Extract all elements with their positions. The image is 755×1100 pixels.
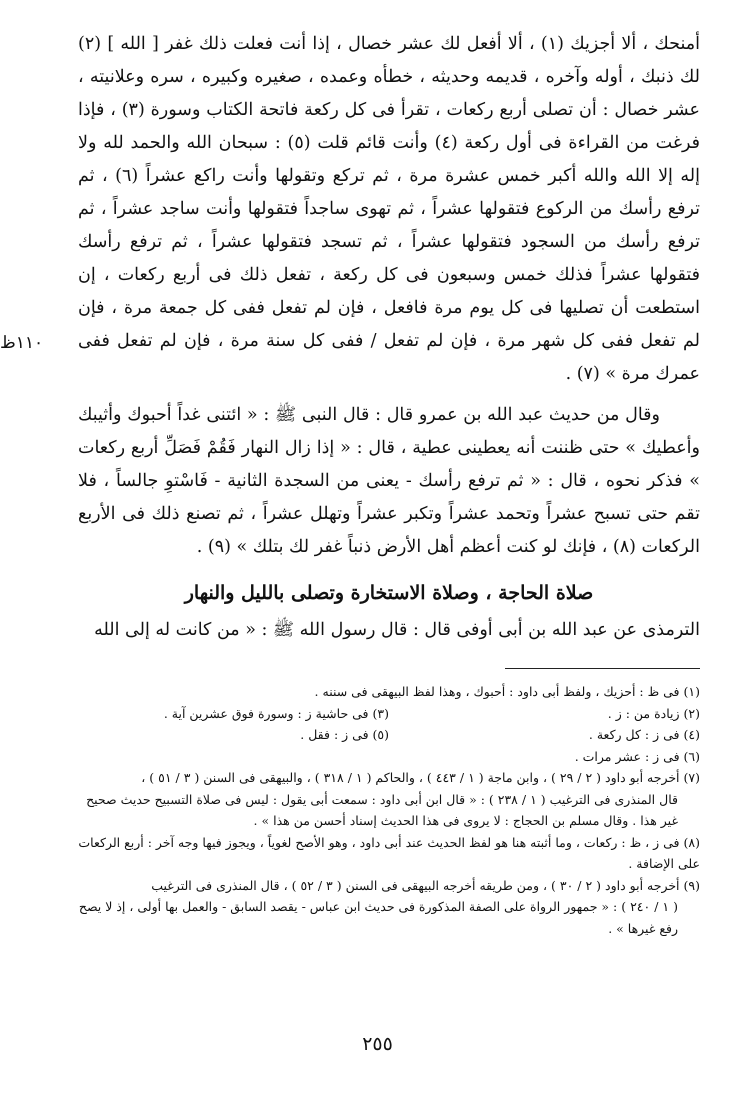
footnote-7: (٧) أخرجه أبو داود ( ٢ / ٢٩ ) ، وابن ماجة ( ١ / ٤٤٣ ) ، والحاكم ( ١ / ٣١٨ ) ، والبيهقى فى السنن ( ٣ / ٥١ ) ، bbox=[141, 770, 700, 785]
page-content bbox=[78, 28, 700, 1088]
footnote-row bbox=[78, 724, 700, 746]
section-intro: الترمذى عن عبد الله بن أبى أوفى قال : قال رسول الله ﷺ : « من كانت له إلى الله bbox=[94, 620, 700, 640]
footnote-1: (١) فى ظ : أحزيك ، ولفظ أبى داود : أحبوك ، وهذا لفظ البيهقى فى سننه . bbox=[314, 684, 700, 699]
section-heading: صلاة الحاجة ، وصلاة الاستخارة وتصلى بالليل والنهار bbox=[184, 582, 594, 604]
footnote-8: (٨) فى ز ، ظ : ركعات ، وما أثبته هنا هو لفظ الحديث عند أبى داود ، وهو الأصح لغوياً ، ويجوز فيها وجه آخر : أربع الركعات على الإضافة . bbox=[78, 834, 700, 871]
main-text bbox=[78, 28, 700, 564]
page-number: ٢٥٥ bbox=[362, 1033, 393, 1055]
footnote-4: (٤) فى ز : كل ركعة . bbox=[588, 727, 700, 742]
footnote-2: (٢) زيادة من : ز . bbox=[607, 705, 700, 721]
footnote-6: (٦) فى ز : عشر مرات . bbox=[574, 748, 700, 764]
footnotes bbox=[78, 681, 700, 939]
footnote-9: (٩) أخرجه أبو داود ( ٢ / ٣٠ ) ، ومن طريقه أخرجه البيهقى فى السنن ( ٣ / ٥٢ ) ، قال المنذرى فى الترغيب bbox=[151, 877, 700, 893]
footnote-row bbox=[78, 703, 700, 725]
manuscript-folio-note: ١١٠ظ bbox=[0, 333, 44, 353]
footnote-7-continued: قال المنذرى فى الترغيب ( ١ / ٢٣٨ ) : « قال ابن أبى داود : سمعت أبى يقول : ليس فى صلاة التسبيح حديث صحيح غير هذا . وقال مسلم بن الحجاج : لا يروى فى هذا الحديث إسناد أحسن من هذا » . bbox=[86, 791, 678, 828]
paragraph-1: أمنحك ، ألا أجزيك (١) ، ألا أفعل لك عشر خصال ، إذا أنت فعلت ذلك غفر [ الله ] (٢) لك ذنبك ، أوله وآخره ، قديمه وحديثه ، خطأه وعمده ، صغيره وكبيره ، سره وعلانيته ، عشر خصال : أن تصلى أربع ركعات ، تقرأ فى كل ركعة فاتحة الكتاب وسورة (٣) ، فإذا فرغت من القراءة فى أول ركعة (٤) وأنت قائم قلت (٥) : سبحان الله والحمد لله ولا إله إلا الله والله أكبر خمس عشرة مرة ، ثم تركع وتقولها وأنت راكع عشراً (٦) ، ثم ترفع رأسك من الركوع فتقولها عشراً ، ثم تهوى ساجداً فتقولها وأنت ساجد عشراً ، ثم ترفع رأسك من السجود فتقولها عشراً ، ثم تسجد فتقولها عشراً ، ثم ترفع رأسك فتقولها عشراً فذلك خمس وسبعون فى كل ركعة ، تفعل ذلك فى أربع ركعات ، إن استطعت أن تصليها فى كل يوم مرة فافعل ، فإن لم تفعل ففى كل جمعة مرة ، فإن لم تفعل ففى كل شهر مرة ، فإن لم تفعل / ففى كل سنة مرة ، فإن لم تفعل ففى عمرك مرة » (٧) . bbox=[78, 34, 700, 384]
footnote-3: (٣) فى حاشية ز : وسورة فوق عشرين آية . bbox=[163, 705, 389, 721]
paragraph-2: وقال من حديث عبد الله بن عمرو قال : قال النبى ﷺ : « ائتنى غداً أحبوك وأثيبك وأعطيك » حتى ظننت أنه يعطينى عطية ، قال : « إذا زال النهار فَقُمْ فَصَلِّ أربع ركعات » فذكر نحوه ، قال : « ثم ترفع رأسك - يعنى من السجدة الثانية - فَاسْتوِ جالساً ، فلا تقم حتى تسبح عشراً وتحمد عشراً وتكبر عشراً وتهلل عشراً ، ثم تصنع ذلك فى الأربع الركعات (٨) ، فإنك لو كنت أعظم أهل الأرض ذنباً غفر لك بتلك » (٩) . bbox=[78, 405, 700, 557]
footnote-9-continued: ( ١ / ٢٤٠ ) : « جمهور الرواة على الصفة المذكورة فى حديث ابن عباس - يقصد السابق - والعمل بها أولى ، إذ لا يصح رفع غيرها » . bbox=[78, 899, 678, 936]
footnote-divider bbox=[505, 668, 700, 669]
footnote-5: (٥) فى ز : فقل . bbox=[300, 727, 389, 742]
